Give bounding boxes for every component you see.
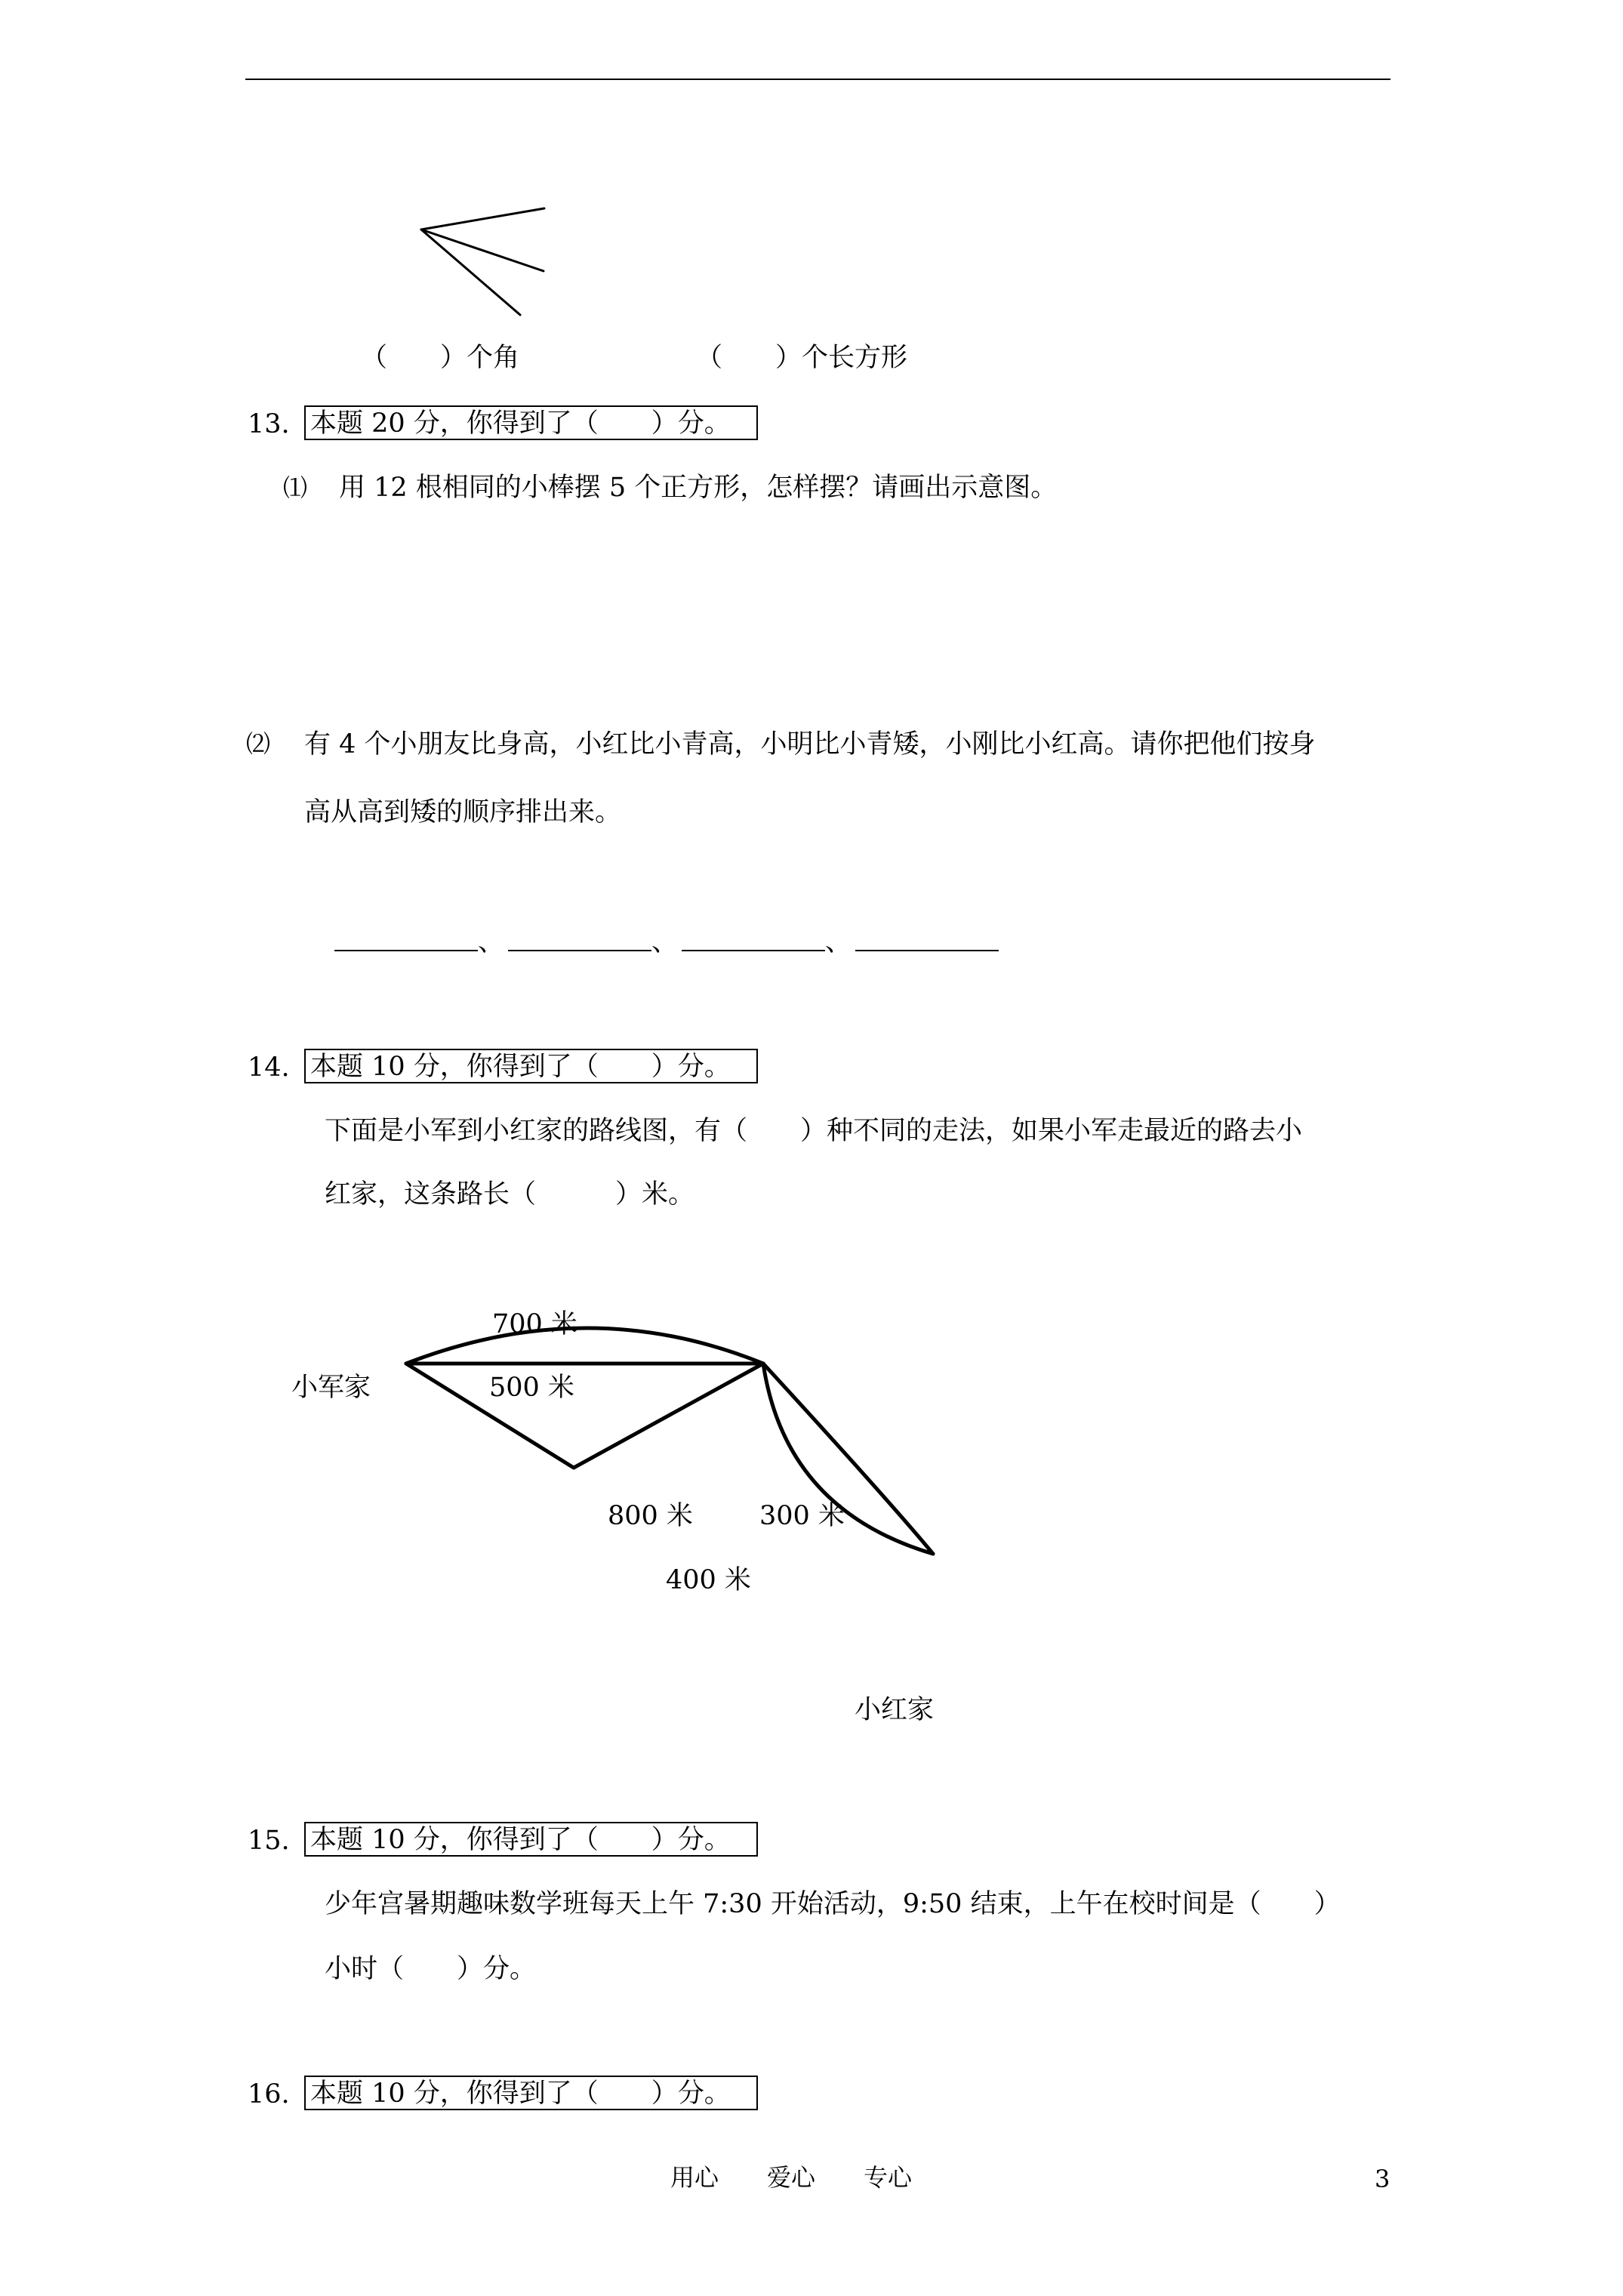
q16-score-box: 本题 10 分，你得到了（ ）分。 [304,2076,758,2110]
q13-part2-marker: ⑵ [246,729,271,758]
q13-part1-marker: ⑴ [283,473,308,502]
route-label-400: 400 米 [666,1565,751,1595]
q13-part1-text: 用 12 根相同的小棒摆 5 个正方形，怎样摆？请画出示意图。 [339,473,1058,503]
answer-blank-4[interactable] [855,950,999,951]
route-label-300: 300 米 [759,1501,845,1531]
answer-blank-1[interactable] [334,950,478,951]
q13-part2-line2: 高从高到矮的顺序排出来。 [304,797,622,827]
end-label: 小红家 [855,1695,935,1725]
separator-3: 、 [825,927,852,957]
q14-score-box: 本题 10 分，你得到了（ ）分。 [304,1049,758,1083]
q14-line1: 下面是小军到小红家的路线图，有（ ）种不同的走法，如果小军走最近的路去小 [325,1116,1303,1146]
answer-blank-2[interactable] [508,950,651,951]
rectangle-count-label: （ ）个长方形 [696,343,908,373]
separator-2: 、 [651,927,679,957]
q13-number: 13. [248,409,290,439]
route-800 [406,1364,763,1468]
angle-ray-1 [421,208,544,230]
q13-part2-line1: 有 4 个小朋友比身高，小红比小青高，小明比小青矮，小刚比小红高。请你把他们按身 [304,729,1316,760]
q16-number: 16. [248,2079,290,2110]
answer-blank-3[interactable] [682,950,825,951]
q14-line2: 红家，这条路长（ ）米。 [325,1179,695,1210]
route-label-800: 800 米 [608,1501,693,1531]
q15-number: 15. [248,1826,290,1856]
footer-motto: 用心 爱心 专心 [670,2163,913,2192]
route-label-700: 700 米 [492,1309,577,1339]
route-label-500: 500 米 [489,1373,574,1403]
q14-number: 14. [248,1052,290,1083]
q15-score-box: 本题 10 分，你得到了（ ）分。 [304,1822,758,1857]
separator-1: 、 [478,927,505,957]
page-number: 3 [1375,2165,1390,2193]
q15-line2: 小时（ ）分。 [325,1954,537,1984]
angle-figure [421,208,544,315]
angle-ray-2 [421,230,544,271]
angle-ray-3 [421,230,520,315]
q15-line1: 少年宫暑期趣味数学班每天上午 7:30 开始活动，9:50 结束，上午在校时间是（ ） [325,1889,1341,1919]
angle-count-label: （ ）个角 [361,343,520,373]
q13-score-box: 本题 20 分，你得到了（ ）分。 [304,405,758,440]
start-label: 小军家 [291,1373,371,1403]
route-700 [406,1328,763,1364]
